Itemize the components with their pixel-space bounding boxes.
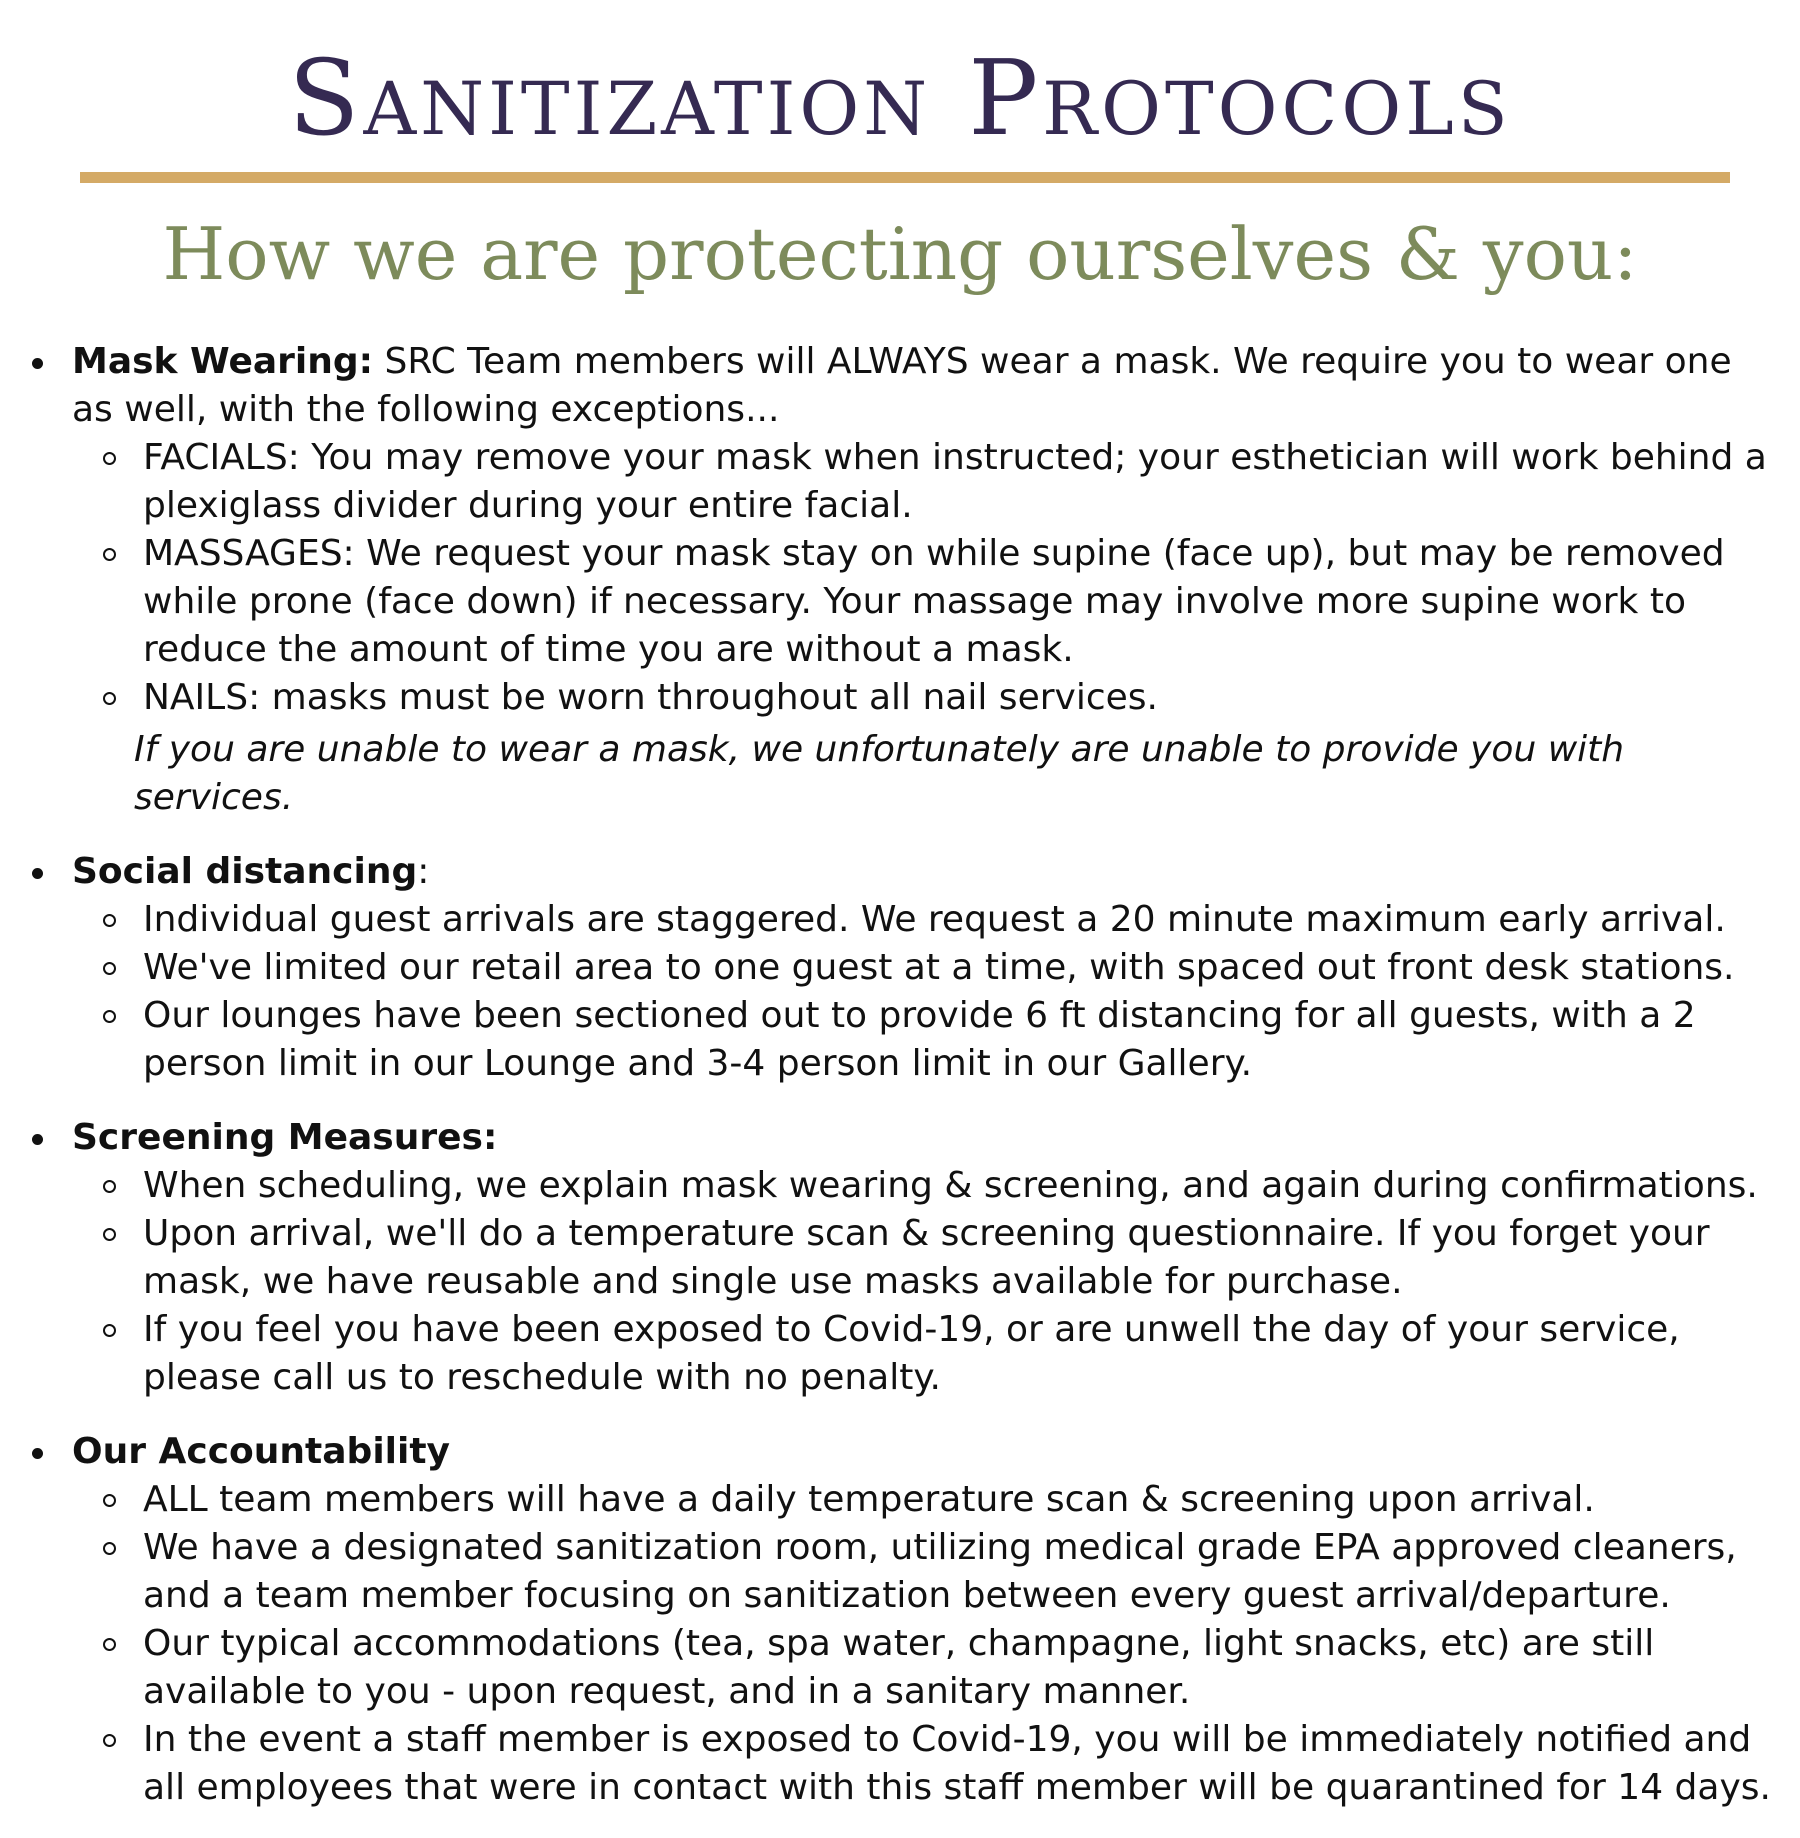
section-mask-wearing: [0, 338, 1800, 822]
mask-exceptions-list: [72, 434, 1780, 722]
mask-wearing-intro: SRC Team members will ALWAYS wear a mask. We require you to wear one as well, with the following exceptions...: [72, 341, 1732, 430]
list-item: Upon arrival, we'll do a temperature scan & screening questionnaire. If you forget your mask, we have reusable and single use masks available for purchase.: [72, 1210, 1780, 1306]
list-item: FACIALS: You may remove your mask when instructed; your esthetician will work behind a plexiglass divider during your entire facial.: [72, 434, 1780, 530]
list-item: MASSAGES: We request your mask stay on while supine (face up), but may be removed while prone (face down) if necessary. Your massage may involve more supine work to reduce the amount of time you are without a mask.: [72, 530, 1780, 674]
screening-measures-list: [72, 1162, 1780, 1402]
list-item: NAILS: masks must be worn throughout all nail services.: [72, 674, 1780, 722]
protocol-sections: [0, 338, 1800, 1812]
social-distancing-list: [72, 896, 1780, 1088]
list-item: When scheduling, we explain mask wearing & screening, and again during confirmations.: [72, 1162, 1780, 1210]
title-divider: [80, 172, 1730, 183]
section-label-social-distancing: Social distancing: [72, 851, 418, 892]
section-label-screening-measures: Screening Measures:: [72, 1117, 498, 1158]
list-item: If you feel you have been exposed to Covid-19, or are unwell the day of your service, please call us to reschedule with no penalty.: [72, 1306, 1780, 1402]
page-title: Sanitization Protocols: [288, 37, 1512, 159]
list-item: Our typical accommodations (tea, spa water, champagne, light snacks, etc) are still available to you - upon request, and in a sanitary manner.: [72, 1620, 1780, 1716]
list-item: Individual guest arrivals are staggered. We request a 20 minute maximum early arrival.: [72, 896, 1780, 944]
section-label-mask-wearing: Mask Wearing:: [72, 341, 374, 382]
section-label-suffix: :: [417, 851, 430, 892]
page-subtitle: How we are protecting ourselves & you:: [162, 212, 1638, 296]
list-item: ALL team members will have a daily temperature scan & screening upon arrival.: [72, 1476, 1780, 1524]
list-item: Our lounges have been sectioned out to provide 6 ft distancing for all guests, with a 2 person limit in our Lounge and 3-4 person limit in our Gallery.: [72, 992, 1780, 1088]
mask-requirement-note: If you are unable to wear a mask, we unfortunately are unable to provide you with services.: [134, 729, 1625, 818]
accountability-list: [72, 1476, 1780, 1812]
section-social-distancing: [0, 848, 1800, 1088]
section-label-our-accountability: Our Accountability: [72, 1431, 451, 1472]
section-screening-measures: [0, 1114, 1800, 1402]
protocol-list-container: [0, 338, 1800, 1838]
list-item: In the event a staff member is exposed to Covid-19, you will be immediately notified and all employees that were in contact with this staff member will be quarantined for 14 days.: [72, 1716, 1780, 1812]
list-item: We've limited our retail area to one guest at a time, with spaced out front desk stations.: [72, 944, 1780, 992]
section-our-accountability: [0, 1428, 1800, 1812]
list-item: We have a designated sanitization room, utilizing medical grade EPA approved cleaners, and a team member focusing on sanitization between every guest arrival/departure.: [72, 1524, 1780, 1620]
